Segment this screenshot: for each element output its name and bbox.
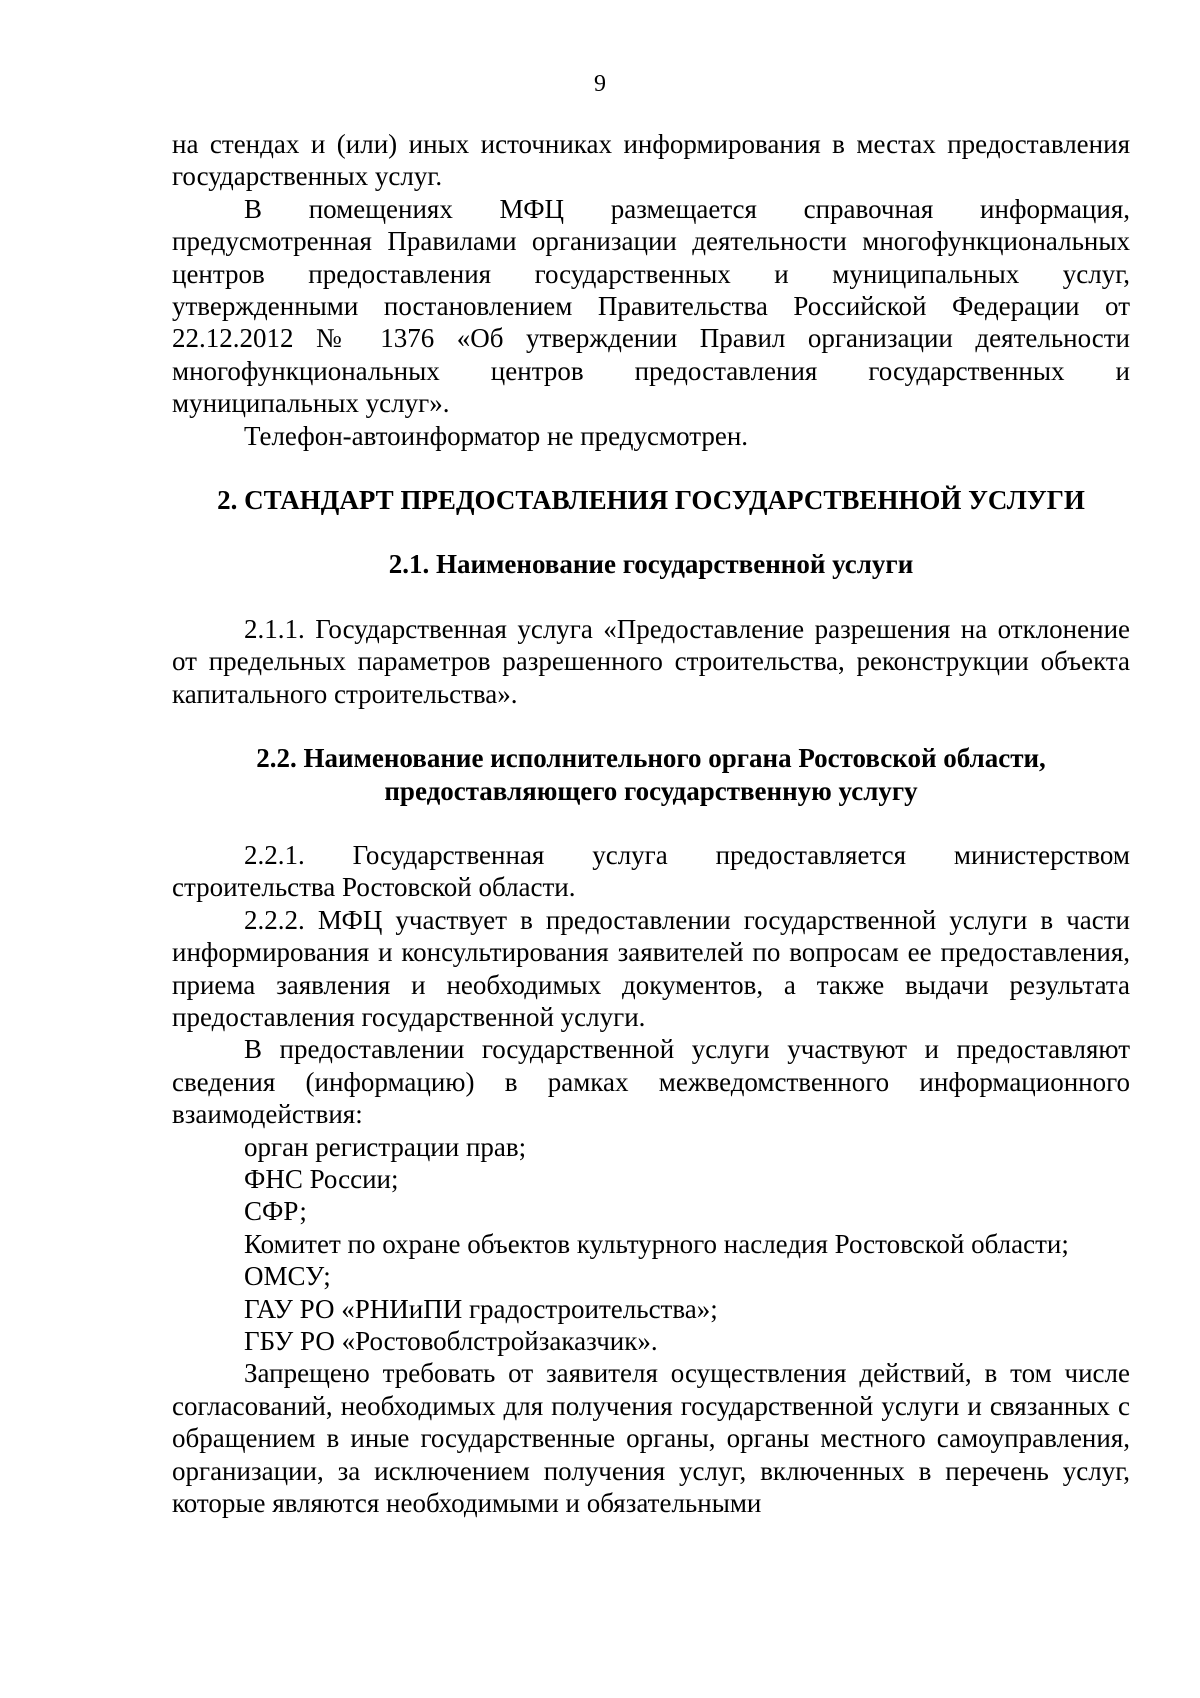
page-number: 9 bbox=[594, 71, 606, 97]
section-2-1-heading: 2.1. Наименование государственной услуги bbox=[388, 549, 914, 580]
paragraph-continuation: на стендах и (или) иных источниках информирования в местах предоставления государственных услуг. bbox=[172, 129, 1130, 192]
list-item: ФНС России; bbox=[244, 1163, 399, 1194]
list-item: ГАУ РО «РНИиПИ градостроительства»; bbox=[244, 1293, 718, 1324]
list-item: орган регистрации прав; bbox=[244, 1131, 527, 1162]
section-2-heading: 2. СТАНДАРТ ПРЕДОСТАВЛЕНИЯ ГОСУДАРСТВЕННОЙ УСЛУГИ bbox=[217, 485, 1085, 516]
list-item: ОМСУ; bbox=[244, 1261, 331, 1292]
paragraph-2-2-2: 2.2.2. МФЦ участвует в предоставлении государственной услуги в части информирования и консультирования заявителей по вопросам ее предоставления, приема заявления и необходимых документов, а также выдачи результата предоставления государственной услуги. bbox=[172, 904, 1130, 1032]
paragraph-2-2-1: 2.2.1. Государственная услуга предоставляется министерством строительства Ростовской области. bbox=[172, 839, 1130, 903]
paragraph-autoinformer: Телефон-автоинформатор не предусмотрен. bbox=[244, 420, 749, 451]
section-2-2-heading-line2: предоставляющего государственную услугу bbox=[384, 775, 918, 806]
paragraph-prohibition: Запрещено требовать от заявителя осуществления действий, в том числе согласований, необходимых для получения государственной услуги и связанных с обращением в иные государственные органы, органы местного самоуправления, организации, за исключением получения услуг, включенных в перечень услуг, которые являются необходимыми и обязательными bbox=[172, 1358, 1130, 1519]
paragraph-2-1-1: 2.1.1. Государственная услуга «Предоставление разрешения на отклонение от предельных параметров разрешенного строительства, реконструкции объекта капитального строительства». bbox=[172, 613, 1130, 709]
list-item: ГБУ РО «Ростовоблстройзаказчик». bbox=[244, 1326, 658, 1356]
list-item: СФР; bbox=[244, 1196, 307, 1227]
section-2-2-heading-line1: 2.2. Наименование исполнительного органа Ростовской области, bbox=[256, 743, 1046, 774]
paragraph-mfc-info: В помещениях МФЦ размещается справочная информация, предусмотренная Правилами организации деятельности многофункциональных центров предоставления государственных и муниципальных услуг, утвержденными постановлением Правительства Российской Федерации от 22.12.2012 № 1376 «Об утверждении Правил организации деятельности многофункциональных центров предоставления государственных и муниципальных услуг». bbox=[172, 193, 1130, 419]
section-2-2-heading bbox=[172, 742, 1130, 807]
list-item: Комитет по охране объектов культурного наследия Ростовской области; bbox=[244, 1228, 1069, 1259]
document-body bbox=[172, 128, 1130, 1519]
paragraph-interagency: В предоставлении государственной услуги участвуют и предоставляют сведения (информацию) в рамках межведомственного информационного взаимодействия: bbox=[172, 1034, 1130, 1130]
